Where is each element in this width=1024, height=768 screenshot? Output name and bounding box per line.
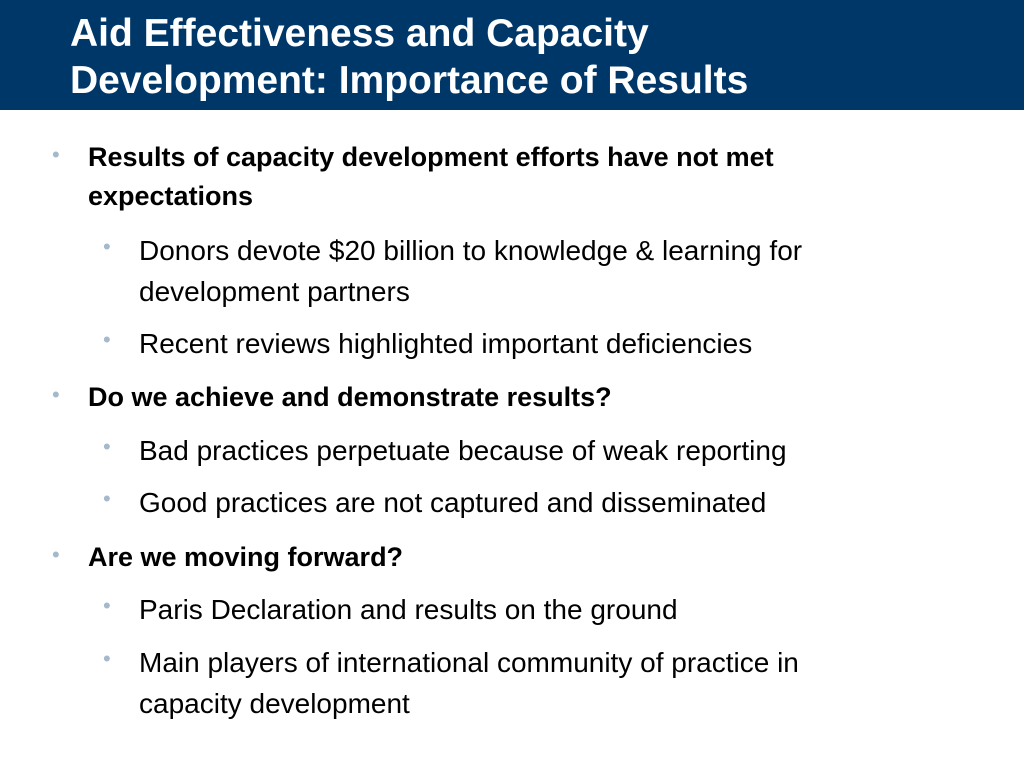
- bullet-text: [88, 538, 988, 577]
- bullet-text-line: Donors devote $20 billion to knowledge & learning for: [139, 235, 803, 266]
- slide-title-line-1: Aid Effectiveness and Capacity: [70, 12, 649, 55]
- slide-title: [70, 10, 1000, 104]
- bullet-text: [139, 642, 999, 724]
- bullet-text: [88, 378, 988, 417]
- bullet-icon: •: [103, 327, 111, 352]
- title-bar: [0, 0, 1024, 110]
- bullet-text: [139, 430, 999, 471]
- bullet-text-line: capacity development: [139, 688, 410, 719]
- bullet-icon: •: [52, 542, 60, 567]
- bullet-item-level1: [52, 538, 988, 577]
- bullet-item-level2: [103, 430, 999, 471]
- bullet-text: [88, 138, 988, 216]
- bullet-text-line: development partners: [139, 276, 410, 307]
- bullet-icon: •: [103, 434, 111, 459]
- bullet-text-line: Results of capacity development efforts have not met: [88, 142, 774, 172]
- slide-title-line-2: Development: Importance of Results: [70, 59, 749, 102]
- bullet-icon: •: [103, 486, 111, 511]
- bullet-text-line: Good practices are not captured and disseminated: [139, 487, 767, 518]
- bullet-text-line: Paris Declaration and results on the ground: [139, 594, 678, 625]
- bullet-text-line: Recent reviews highlighted important deficiencies: [139, 328, 753, 359]
- bullet-item-level2: [103, 323, 999, 364]
- bullet-text-line: Main players of international community of practice in: [139, 647, 799, 678]
- bullet-icon: •: [103, 234, 111, 259]
- bullet-item-level1: [52, 138, 988, 216]
- bullet-text: [139, 482, 999, 523]
- bullet-item-level2: [103, 482, 999, 523]
- bullet-icon: •: [52, 382, 60, 407]
- bullet-icon: •: [103, 646, 111, 671]
- bullet-text-line: Do we achieve and demonstrate results?: [88, 382, 612, 412]
- bullet-text-line: expectations: [88, 181, 254, 211]
- bullet-text: [139, 589, 999, 630]
- bullet-item-level2: [103, 642, 999, 724]
- bullet-item-level2: [103, 230, 999, 312]
- bullet-text: [139, 230, 999, 312]
- bullet-text: [139, 323, 999, 364]
- bullet-item-level1: [52, 378, 988, 417]
- bullet-icon: •: [103, 593, 111, 618]
- bullet-text-line: Are we moving forward?: [88, 542, 404, 572]
- bullet-item-level2: [103, 589, 999, 630]
- bullet-icon: •: [52, 142, 60, 167]
- bullet-text-line: Bad practices perpetuate because of weak reporting: [139, 435, 787, 466]
